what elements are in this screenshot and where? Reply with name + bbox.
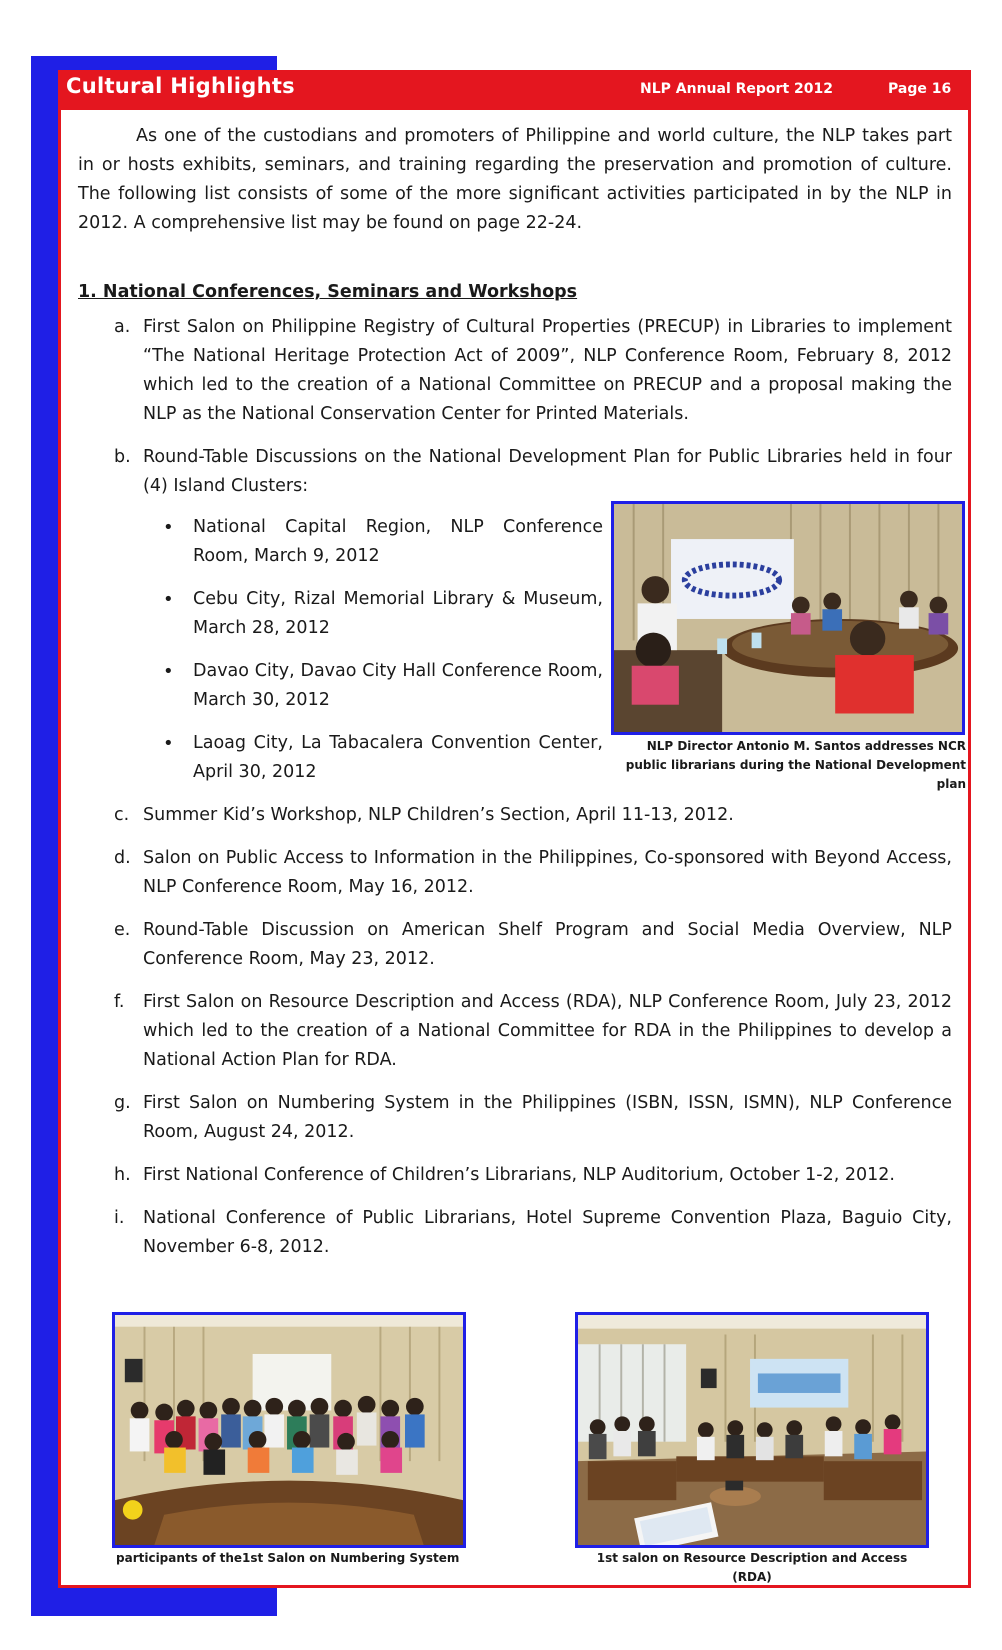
list-item xyxy=(78,801,952,830)
item-letter: h. xyxy=(114,1165,131,1185)
section-heading: 1. National Conferences, Seminars and Workshops xyxy=(78,282,578,302)
item-letter: g. xyxy=(114,1093,131,1113)
item-letter: b. xyxy=(114,447,131,467)
list-item xyxy=(78,916,952,974)
photo-ncr-roundtable xyxy=(611,501,965,735)
item-text: Round-Table Discussions on the National Development Plan for Public Libraries held in four (4) Island Clusters: xyxy=(143,447,952,496)
photo-caption: NLP Director Antonio M. Santos addresses NCR public librarians during the National Development plan xyxy=(625,739,966,791)
cluster-item: • Laoag City, La Tabacalera Convention Center, April 30, 2012 xyxy=(143,729,603,787)
item-letter: a. xyxy=(114,317,131,337)
list-item xyxy=(78,1161,952,1190)
item-text: First Salon on Numbering System in the Philippines (ISBN, ISSN, ISMN), NLP Conference Room, August 24, 2012. xyxy=(143,1093,952,1142)
cluster-item: • Cebu City, Rizal Memorial Library & Museum, March 28, 2012 xyxy=(143,585,603,643)
item-text: National Conference of Public Librarians, Hotel Supreme Convention Plaza, Baguio City, November 6-8, 2012. xyxy=(143,1208,952,1257)
photo-caption: 1st salon on Resource Description and Access (RDA) xyxy=(596,1551,908,1584)
cluster-item: • National Capital Region, NLP Conference Room, March 9, 2012 xyxy=(143,513,603,571)
item-text: Summer Kid’s Workshop, NLP Children’s Section, April 11-13, 2012. xyxy=(143,805,734,825)
item-text: Round-Table Discussion on American Shelf Program and Social Media Overview, NLP Conference Room, May 23, 2012. xyxy=(143,920,952,969)
item-text: First National Conference of Children’s Librarians, NLP Auditorium, October 1-2, 2012. xyxy=(143,1165,895,1185)
photo-caption: participants of the1st Salon on Numbering System xyxy=(116,1551,460,1565)
intro-paragraph: As one of the custodians and promoters of Philippine and world culture, the NLP takes part in or hosts exhibits, seminars, and training regarding the preservation and promotion of culture. The following list consists of some of the more significant activities participated in by the NLP in 2012. A comprehensive list may be found on page 22-24. xyxy=(78,126,952,233)
cluster-item: • Davao City, Davao City Hall Conference Room, March 30, 2012 xyxy=(143,657,603,715)
photo-rda-salon xyxy=(575,1312,929,1548)
page-number: Page 16 xyxy=(888,81,952,97)
page-header xyxy=(58,70,971,110)
item-text: First Salon on Philippine Registry of Cultural Properties (PRECUP) in Libraries to implement “The National Heritage Protection Act of 2009”, NLP Conference Room, February 8, 2012 which led to the creation of a National Committee on PRECUP and a proposal making the NLP as the National Conservation Center for Printed Materials. xyxy=(143,317,952,424)
item-text: First Salon on Resource Description and Access (RDA), NLP Conference Room, July 23, 2012 which led to the creation of a National Committee for RDA in the Philippines to develop a National Action Plan for RDA. xyxy=(143,992,952,1070)
list-item xyxy=(78,844,952,902)
list-item xyxy=(78,313,952,429)
item-letter: i. xyxy=(114,1208,125,1228)
photo-numbering-salon xyxy=(112,1312,466,1548)
item-text: Salon on Public Access to Information in the Philippines, Co-sponsored with Beyond Access, NLP Conference Room, May 16, 2012. xyxy=(143,848,952,897)
item-letter: d. xyxy=(114,848,131,868)
list-item xyxy=(78,1204,952,1262)
list-item xyxy=(78,1089,952,1147)
item-letter: f. xyxy=(114,992,125,1012)
item-letter: e. xyxy=(114,920,131,940)
list-item xyxy=(78,988,952,1075)
report-title: NLP Annual Report 2012 xyxy=(640,81,833,97)
cluster-list xyxy=(143,513,603,787)
item-letter: c. xyxy=(114,805,130,825)
page-title: Cultural Highlights xyxy=(66,74,295,98)
